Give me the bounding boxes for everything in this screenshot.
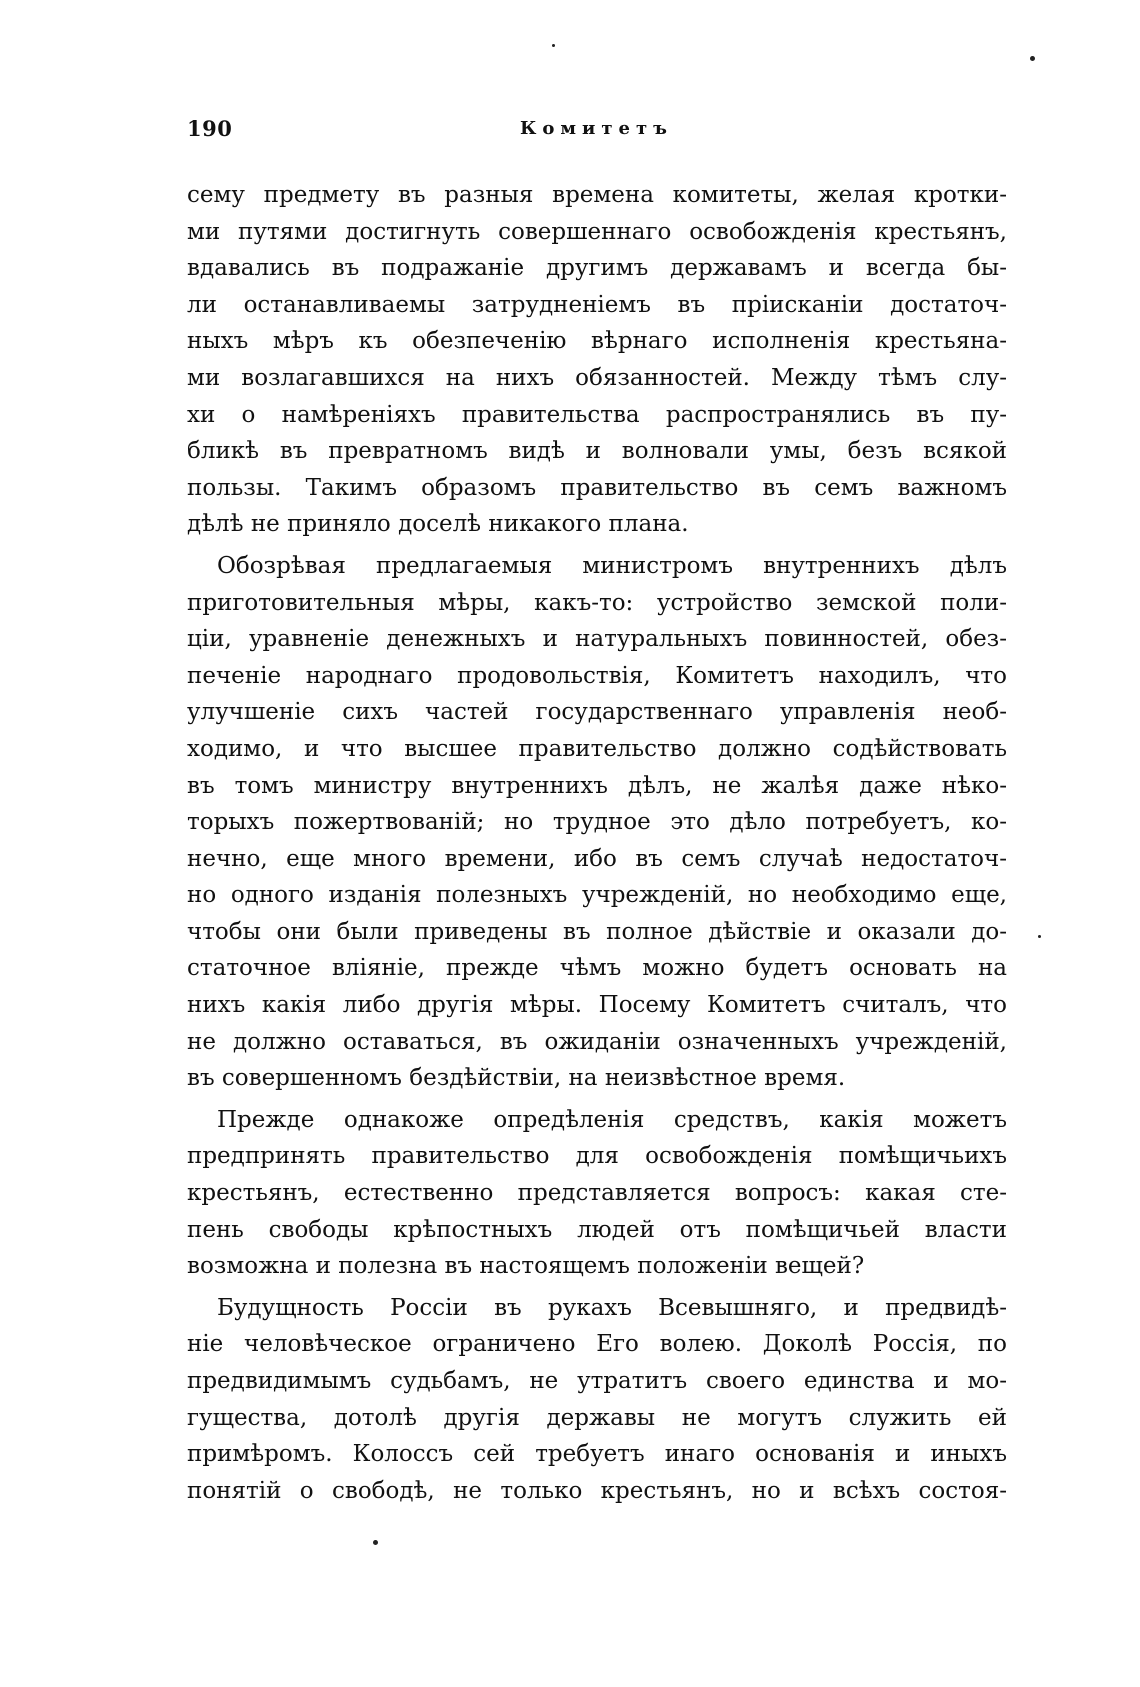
text-line: нечно, еще много времени, ибо въ семъ случаѣ недостаточ- <box>187 845 1007 872</box>
text-line: печеніе народнаго продовольствія, Комитетъ находилъ, что <box>187 662 1007 689</box>
text-line: улучшеніе сихъ частей государственнаго управленія необ- <box>187 699 1007 726</box>
print-speck <box>373 1540 378 1545</box>
page-number: 190 <box>187 116 233 141</box>
text-line: чтобы они были приведены въ полное дѣйствіе и оказали до- <box>187 918 1007 945</box>
text-line: Обозрѣвая предлагаемыя министромъ внутреннихъ дѣлъ <box>217 552 1007 579</box>
paragraph <box>187 177 1007 543</box>
text-line: сему предмету въ разныя времена комитеты, желая кротки- <box>187 182 1007 208</box>
text-line: примѣромъ. Колоссъ сей требуетъ инаго основанія и иныхъ <box>187 1441 1007 1468</box>
text-line: въ совершенномъ бездѣйствіи, на неизвѣстное время. <box>187 1065 846 1092</box>
text-line: бликѣ въ превратномъ видѣ и волновали умы, безъ всякой <box>187 438 1007 465</box>
print-speck <box>552 44 555 47</box>
body-text <box>187 177 1007 1514</box>
print-speck <box>1038 935 1041 938</box>
text-line: не должно оставаться, въ ожиданіи означенныхъ учрежденій, <box>187 1028 1007 1055</box>
text-line: вдавались въ подражаніе другимъ державамъ и всегда бы- <box>187 255 1007 282</box>
text-line: нихъ какія либо другія мѣры. Посему Комитетъ считалъ, что <box>187 992 1007 1019</box>
text-line: но одного изданія полезныхъ учрежденій, но необходимо еще, <box>187 882 1007 909</box>
text-line: ли останавливаемы затрудненіемъ въ прiисканiи достаточ- <box>187 291 1007 318</box>
text-line: ніе человѣческое ограничено Его волею. Доколѣ Россія, по <box>187 1331 1007 1358</box>
text-line: пользы. Такимъ образомъ правительство въ семъ важномъ <box>187 474 1007 501</box>
paragraph <box>187 548 1007 1097</box>
text-line: хи о намѣреніяхъ правительства распространялись въ пу- <box>187 401 1007 428</box>
text-line: ходимо, и что высшее правительство должно содѣйствовать <box>187 735 1007 762</box>
text-line: ціи, уравненіе денежныхъ и натуральныхъ повинностей, обез- <box>187 626 1007 653</box>
text-line: гущества, дотолѣ другія державы не могутъ служить ей <box>187 1404 1007 1431</box>
paragraph <box>187 1290 1007 1510</box>
text-line: Прежде однакоже опредѣленія средствъ, какія можетъ <box>217 1106 1007 1133</box>
text-line: дѣлѣ не приняло доселѣ никакого плана. <box>187 511 689 538</box>
text-line: ми путями достигнуть совершеннаго освобожденія крестьянъ, <box>187 218 1007 245</box>
text-line: приготовительныя мѣры, какъ-то: устройство земской поли- <box>187 589 1007 616</box>
text-line: пень свободы крѣпостныхъ людей отъ помѣщичьей власти <box>187 1216 1007 1243</box>
text-line: возможна и полезна въ настоящемъ положеніи вещей? <box>187 1253 865 1280</box>
text-line: въ томъ министру внутреннихъ дѣлъ, не жалѣя даже нѣко- <box>187 772 1007 799</box>
text-line: торыхъ пожертвованій; но трудное это дѣло потребуетъ, ко- <box>187 809 1007 836</box>
text-line: статочное вліяніе, прежде чѣмъ можно будетъ основать на <box>187 955 1007 982</box>
running-head: Комитетъ <box>520 118 673 139</box>
text-line: предвидимымъ судьбамъ, не утратитъ своего единства и мо- <box>187 1368 1007 1394</box>
text-line: Будущность Россіи въ рукахъ Всевышняго, и предвидѣ- <box>217 1294 1007 1321</box>
paragraph <box>187 1102 1007 1285</box>
text-line: крестьянъ, естественно представляется вопросъ: какая сте- <box>187 1180 1007 1207</box>
text-line: понятій о свободѣ, не только крестьянъ, но и всѣхъ состоя- <box>187 1477 1007 1504</box>
text-line: ми возлагавшихся на нихъ обязанностей. Между тѣмъ слу- <box>187 364 1007 391</box>
print-speck <box>1030 56 1035 61</box>
text-line: предпринять правительство для освобожденія помѣщичьихъ <box>187 1143 1007 1170</box>
text-line: ныхъ мѣръ къ обезпеченію вѣрнаго исполненія крестьяна- <box>187 328 1007 355</box>
